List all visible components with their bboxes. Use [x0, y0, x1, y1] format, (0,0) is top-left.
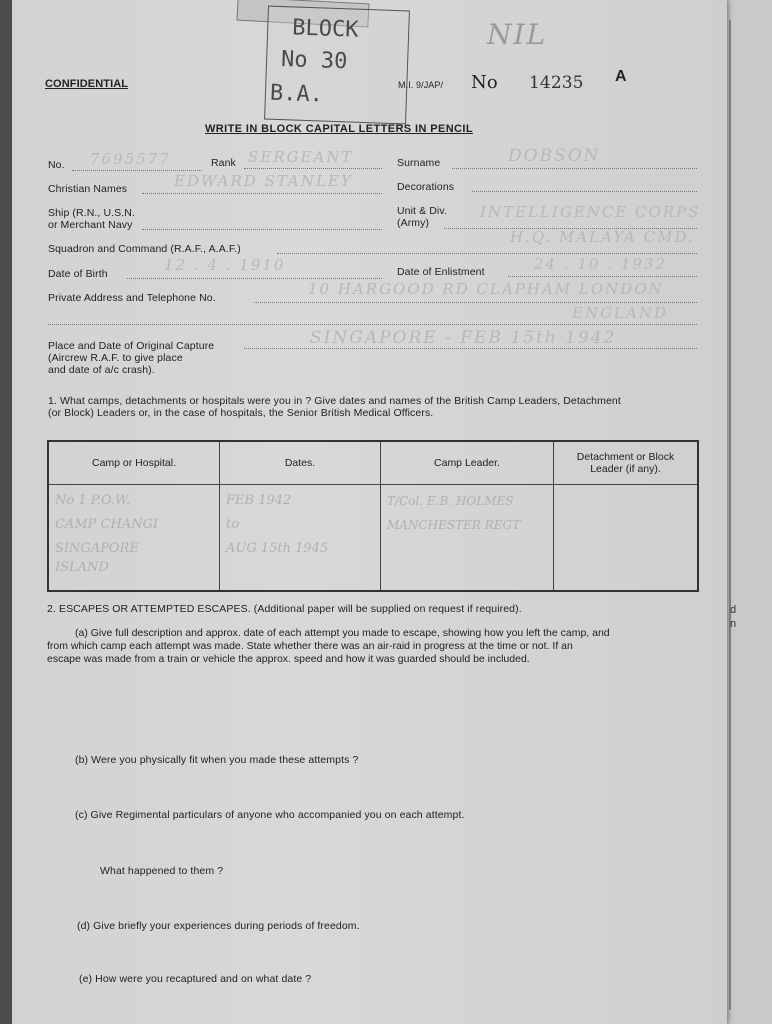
ship-label-line2: or Merchant Navy [48, 219, 133, 231]
rank-label: Rank [211, 157, 236, 169]
capture-label-line3: and date of a/c crash). [48, 364, 155, 376]
enlistment-value: 24 . 10 . 1932 [534, 255, 667, 273]
no-label: No. [48, 159, 65, 171]
camps-table [47, 440, 699, 592]
dates-cell: FEB 1942 to AUG 15th 1945 [220, 485, 381, 592]
section2-title: 2. ESCAPES OR ATTEMPTED ESCAPES. (Additional paper will be supplied on request if required). [47, 603, 522, 615]
section1-question-line2: (or Block) Leaders or, in the case of hospitals, the Senior British Medical Officers. [48, 407, 434, 419]
decorations-label: Decorations [397, 181, 455, 193]
leader-cell: T/Col. E.B. HOLMES MANCHESTER REGT [381, 485, 554, 592]
surname-value: DOBSON [508, 146, 601, 166]
no-value: 7695577 [90, 150, 171, 168]
section1-question: 1. What camps, detachments or hospitals were you in ? Give dates and names of the British Camp Leaders, Detachment [48, 395, 621, 407]
unit-label-line2: (Army) [397, 217, 430, 229]
margin-text: d [730, 604, 737, 616]
rank-value: SERGEANT [248, 148, 354, 166]
capture-label: Place and Date of Original Capture [48, 340, 215, 352]
enlistment-label: Date of Enlistment [397, 266, 485, 278]
dob-label: Date of Birth [48, 268, 108, 280]
serial-suffix: A [615, 68, 627, 85]
table-row [48, 485, 698, 592]
corner-note: NIL [487, 18, 548, 51]
unit-value-line2: H.Q. MALAYA CMD. [510, 228, 695, 246]
col-camp-header: Camp or Hospital. [48, 441, 220, 485]
detachment-cell [554, 485, 699, 592]
capture-value: SINGAPORE - FEB 15th 1942 [310, 328, 617, 348]
address-value-line2: ENGLAND [572, 304, 669, 322]
serial-number: 14235 [529, 73, 584, 93]
unit-value: INTELLIGENCE CORPS [480, 203, 701, 221]
question-e: (e) How were you recaptured and on what date ? [79, 973, 312, 985]
squadron-label: Squadron and Command (R.A.F., A.A.F.) [48, 243, 241, 255]
camp-cell: No 1 P.O.W. CAMP CHANGI SINGAPORE ISLAND [48, 485, 220, 592]
section2-a: (a) Give full description and approx. date of each attempt you made to escape, showing how you left the camp, and from which camp each attempt was made. State whether there was an air-raid in progress at the time or not. If an escape was made from a train or vehicle the approx. speed and how it was guarded should be included. [47, 627, 610, 665]
instruction-heading: WRITE IN BLOCK CAPITAL LETTERS IN PENCIL [205, 123, 473, 135]
question-b: (b) Were you physically fit when you made these attempts ? [75, 754, 359, 766]
surname-label: Surname [397, 157, 441, 169]
capture-label-line2: (Aircrew R.A.F. to give place [48, 352, 183, 364]
col-detachment-header: Detachment or Block Leader (if any). [554, 441, 699, 485]
address-value: 10 HARGOOD RD CLAPHAM LONDON [308, 280, 664, 298]
col-dates-header: Dates. [220, 441, 381, 485]
christian-names-value: EDWARD STANLEY [174, 172, 353, 190]
number-label: No [471, 72, 498, 93]
dob-value: 12 . 4 . 1910 [164, 256, 286, 274]
form-reference: M.I. 9/JAP/ [398, 80, 444, 90]
address-label: Private Address and Telephone No. [48, 292, 216, 304]
ship-label: Ship (R.N., U.S.N. [48, 207, 135, 219]
unit-label: Unit & Div. [397, 205, 447, 217]
question-c: (c) Give Regimental particulars of anyone who accompanied you on each attempt. [75, 809, 465, 821]
col-leader-header: Camp Leader. [381, 441, 554, 485]
block-stamp: BLOCK No 30 B.A. [264, 6, 410, 125]
christian-names-label: Christian Names [48, 183, 128, 195]
confidential-label: CONFIDENTIAL [45, 78, 129, 90]
question-c-followup: What happened to them ? [100, 865, 224, 877]
margin-text: n [730, 618, 737, 630]
question-d: (d) Give briefly your experiences during periods of freedom. [77, 920, 360, 932]
